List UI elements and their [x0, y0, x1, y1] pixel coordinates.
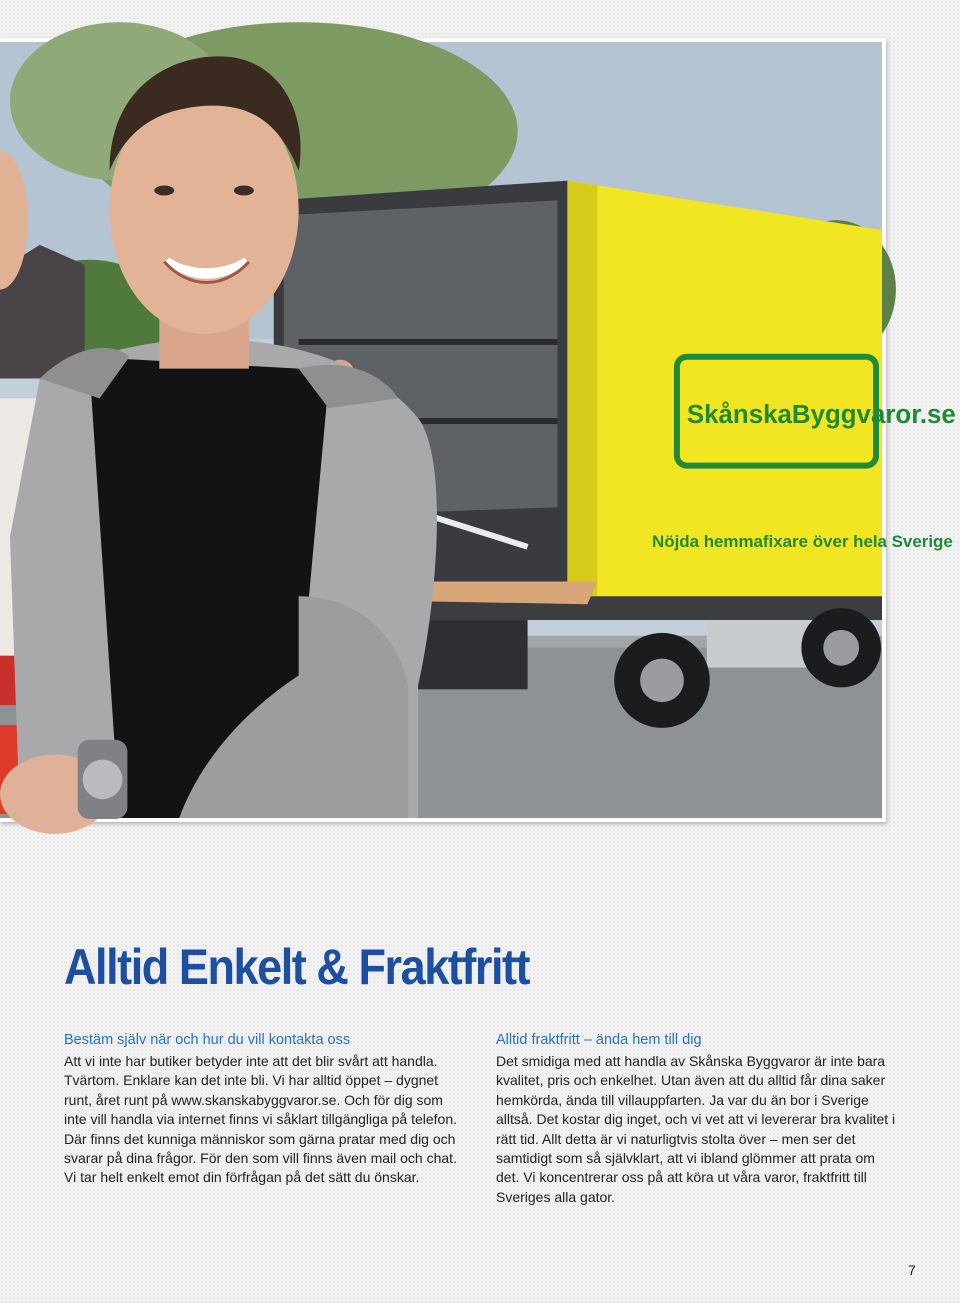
- truck-logo-text: SkånskaByggvaror.se: [686, 401, 956, 430]
- left-column-body: Att vi inte har butiker betyder inte att det blir svårt att handla. Tvärtom. Enklare kan det inte bli. Vi har alltid öppet – dygnet runt, året runt på www.skanskabyggvaror.se. Och för dig som inte vill handla via internet finns vi såklart tillgängliga på telefon. Där finns det kunniga människor som gärna pratar med dig och svarar på dina frågor. För den som vill finns även mail och chat. Vi tar helt enkelt emot din förfrågan på det sätt du önskar.: [64, 1053, 458, 1186]
- page-number: 7: [908, 1262, 916, 1278]
- hero-photo: [0, 38, 956, 822]
- truck-scene-illustration: [0, 42, 956, 818]
- left-column: [64, 1032, 464, 1188]
- left-column-heading: Bestäm själv när och hur du vill kontakta oss: [64, 1032, 351, 1048]
- right-column-body: Det smidiga med att handla av Skånska Byggvaror är inte bara kvalitet, pris och enkelhet. Utan även att du alltid får dina saker hemkörda, ända till villauppfarten. Ja var du än bor i Sverige alltså. Det kostar dig inget, och vi vet att vi levererar bra kvalitet i rätt tid. Allt detta är vi naturligtvis stolta över – men ser det samtidigt som så självklart, att vi ibland glömmer att prata om det. Vi koncentrerar oss på att köra ut våra varor, fraktfritt till Sveriges alla gator.: [496, 1053, 896, 1205]
- right-column-heading: Alltid fraktfritt – ända hem till dig: [496, 1032, 702, 1048]
- page-headline: Alltid Enkelt & Fraktfritt: [64, 939, 530, 995]
- right-column: [496, 1032, 896, 1207]
- truck-slogan-text: Nöjda hemmafixare över hela Sverige: [652, 531, 953, 551]
